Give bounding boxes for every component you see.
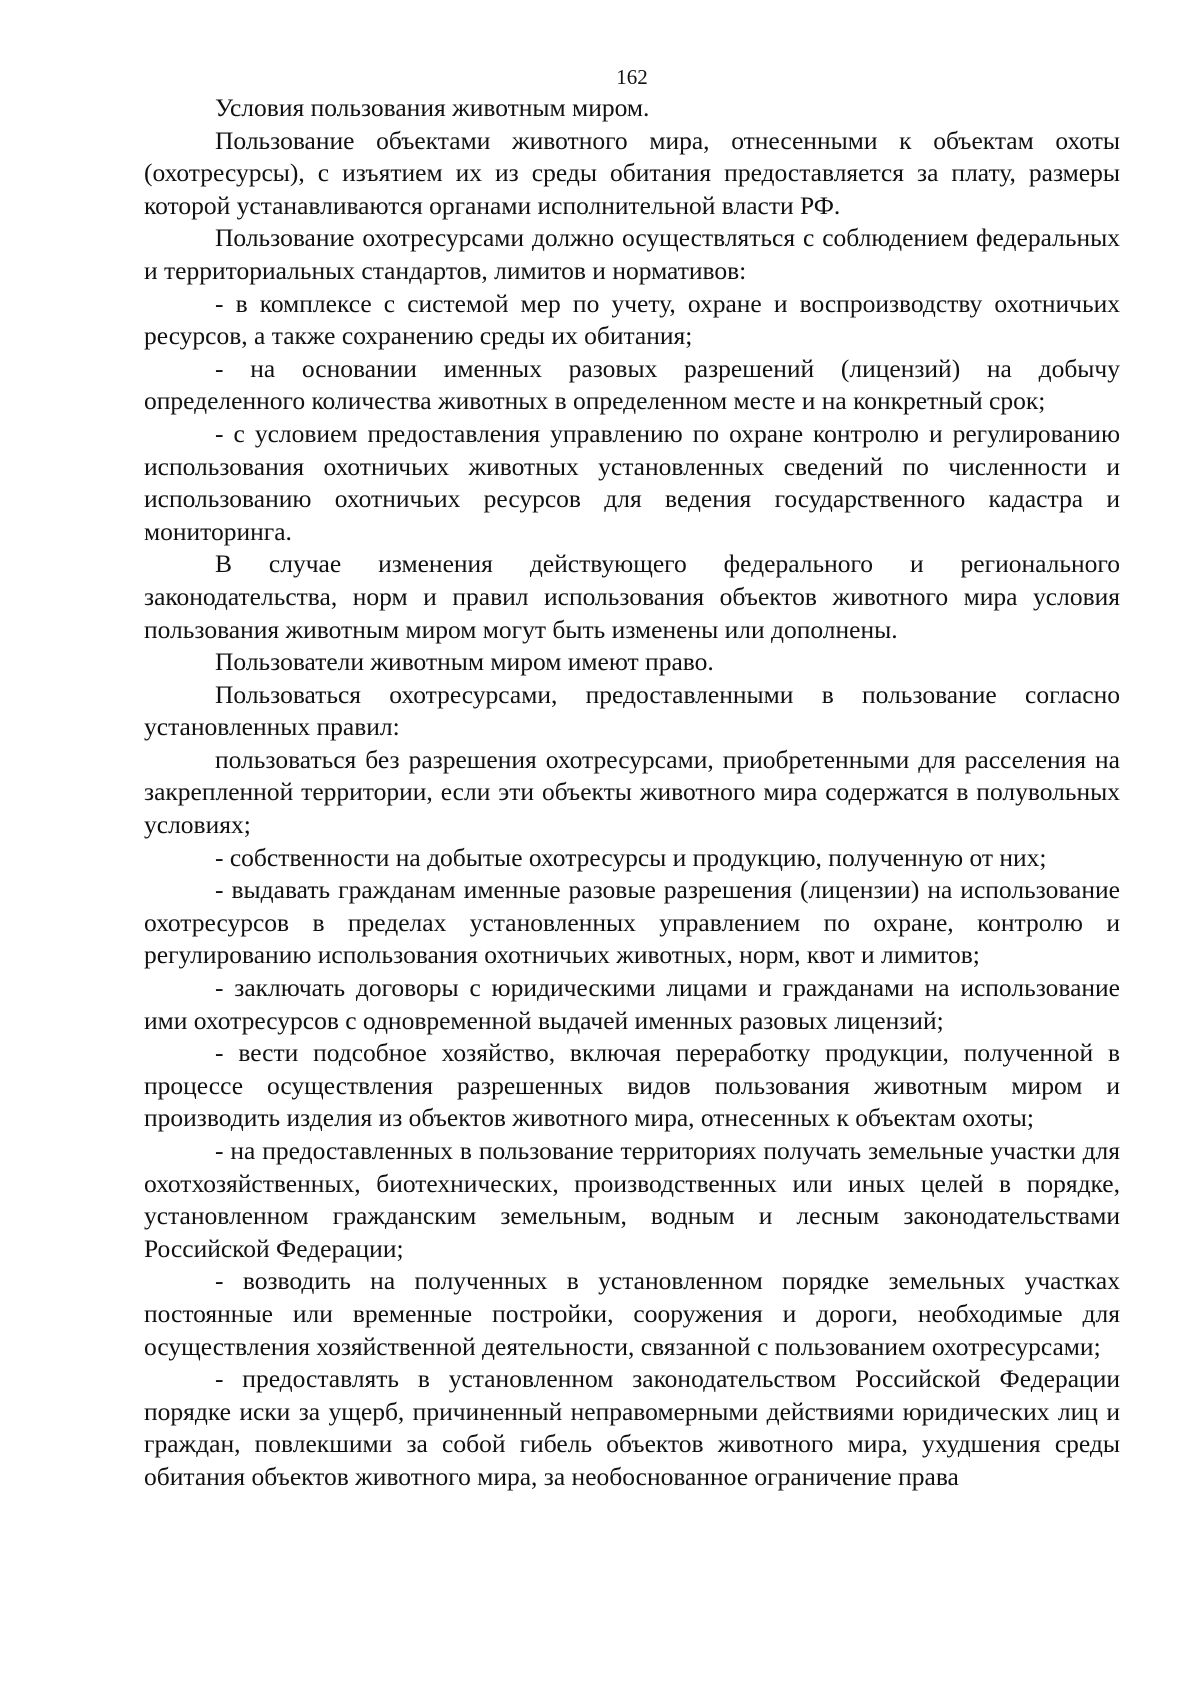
list-item: - в комплексе с системой мер по учету, охране и воспроизводству охотничьих ресурсов, а также сохранению среды их обитания; bbox=[144, 288, 1120, 351]
document-body bbox=[144, 92, 1120, 1494]
list-item: - с условием предоставления управлению по охране контролю и регулированию использования охотничьих животных установленных сведений по численности и использованию охотничьих ресурсов для ведения государственного кадастра и мониторинга. bbox=[144, 418, 1120, 546]
list-item: - на основании именных разовых разрешений (лицензий) на добычу определенного количества животных в определенном месте и на конкретный срок; bbox=[144, 353, 1120, 416]
list-item: - предоставлять в установленном законодательством Российской Федерации порядке иски за ущерб, причиненный неправомерными действиями юридических лиц и граждан, повлекшими за собой гибель объектов животного мира, ухудшения среды обитания объектов животного мира, за необоснованное ограничение права bbox=[144, 1364, 1120, 1491]
page-number: 162 bbox=[616, 65, 648, 89]
list-item: пользоваться без разрешения охотресурсами, приобретенными для расселения на закрепленной территории, если эти объекты животного мира содержатся в полувольных условиях; bbox=[144, 744, 1120, 840]
paragraph: Пользование объектами животного мира, отнесенными к объектам охоты (охотресурсы), с изъятием их из среды обитания предоставляется за плату, размеры которой устанавливаются органами исполнительной власти РФ. bbox=[144, 125, 1120, 220]
list-item: - на предоставленных в пользование территориях получать земельные участки для охотхозяйственных, биотехнических, производственных или иных целей в порядке, установленном гражданским земельным, водным и лесным законодательствами Российской Федерации; bbox=[144, 1136, 1120, 1263]
paragraph: Пользоваться охотресурсами, предоставленными в пользование согласно установленных правил: bbox=[144, 679, 1120, 742]
list-item: - возводить на полученных в установленном порядке земельных участках постоянные или временные постройки, сооружения и дороги, необходимые для осуществления хозяйственной деятельности, связанной с пользованием охотресурсами; bbox=[144, 1266, 1120, 1361]
section-heading-rights: Пользователи животным миром имеют право. bbox=[215, 647, 714, 677]
list-item: - заключать договоры с юридическими лицами и гражданами на использование ими охотресурсов с одновременной выдачей именных разовых лицензий; bbox=[144, 973, 1120, 1035]
paragraph: В случае изменения действующего федерального и регионального законодательства, норм и правил использования объектов животного мира условия пользования животным миром могут быть изменены или дополнены. bbox=[144, 549, 1120, 644]
list-item: - вести подсобное хозяйство, включая переработку продукции, полученной в процессе осуществления разрешенных видов пользования животным миром и производить изделия из объектов животного мира, отнесенных к объектам охоты; bbox=[144, 1038, 1120, 1133]
paragraph: Пользование охотресурсами должно осуществляться с соблюдением федеральных и территориальных стандартов, лимитов и нормативов: bbox=[144, 223, 1120, 285]
list-item: - выдавать гражданам именные разовые разрешения (лицензии) на использование охотресурсов в пределах установленных управлением по охране, контролю и регулированию использования охотничьих животных, норм, квот и лимитов; bbox=[144, 875, 1120, 970]
section-heading-conditions: Условия пользования животным миром. bbox=[215, 93, 650, 122]
list-item: - собственности на добытые охотресурсы и продукцию, полученную от них; bbox=[215, 842, 1047, 872]
